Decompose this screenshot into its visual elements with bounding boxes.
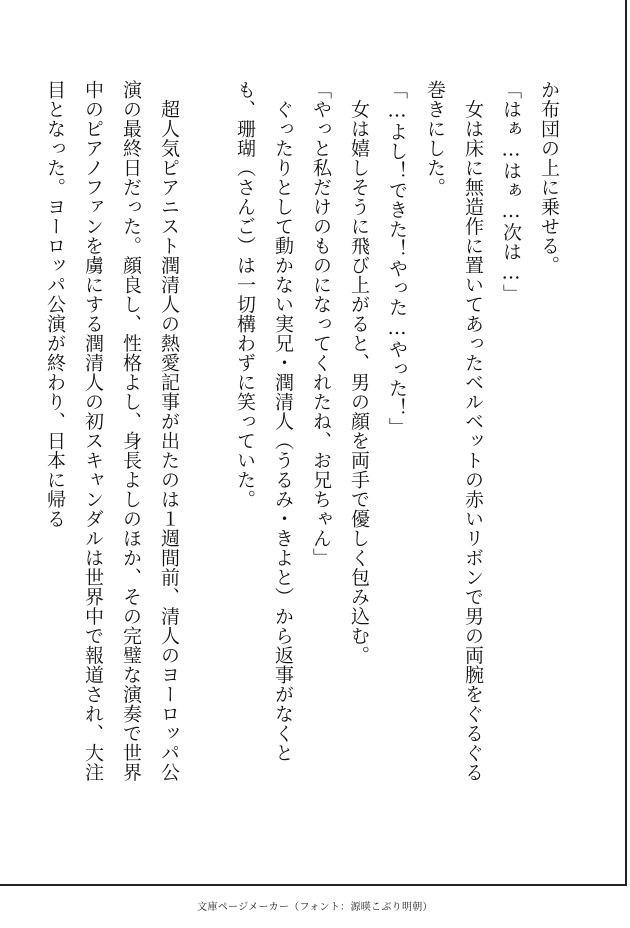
vertical-text-body	[44, 80, 568, 800]
paragraph-6: 「やっと私だけのものになってくれたね、お兄ちゃん」	[310, 80, 332, 568]
paragraph-4: 「…よし！できた！やった…やった！」	[386, 80, 408, 437]
footer-credit: 文庫ページメーカー（フォント：源暎こぶり明朝）	[197, 902, 433, 913]
paragraph-2: 「はぁ…はぁ…次は…」	[500, 80, 522, 304]
paragraph-8: 超人気ピアニスト潤清人の熱愛記事が出たのは１週間前、清人のヨーロッパ公演の最終日だった。顔良し、性格よし、身長よしのほか、その完璧な演奏で世界中のピアノファンを虜にする潤清人の初スキャンダルは世界中で報道され、大注目となった。ヨーロッパ公演が終わり、日本に帰る	[44, 80, 180, 782]
paragraph-1: か布団の上に乗せる。	[538, 80, 560, 275]
paragraph-5: 女は嬉しそうに飛び上がると、男の顔を両手で優しく包み込む。	[348, 80, 370, 665]
paragraph-3: 女は床に無造作に置いてあったベルベットの赤いリボンで男の両腕をぐるぐる巻きにした。	[424, 80, 484, 782]
paragraph-7: ぐったりとして動かない実兄・潤清人（うるみ・きよと）から返事がなくとも、珊瑚（さんご）は一切構わずに笑っていた。	[234, 80, 294, 763]
blank-line	[188, 80, 226, 800]
